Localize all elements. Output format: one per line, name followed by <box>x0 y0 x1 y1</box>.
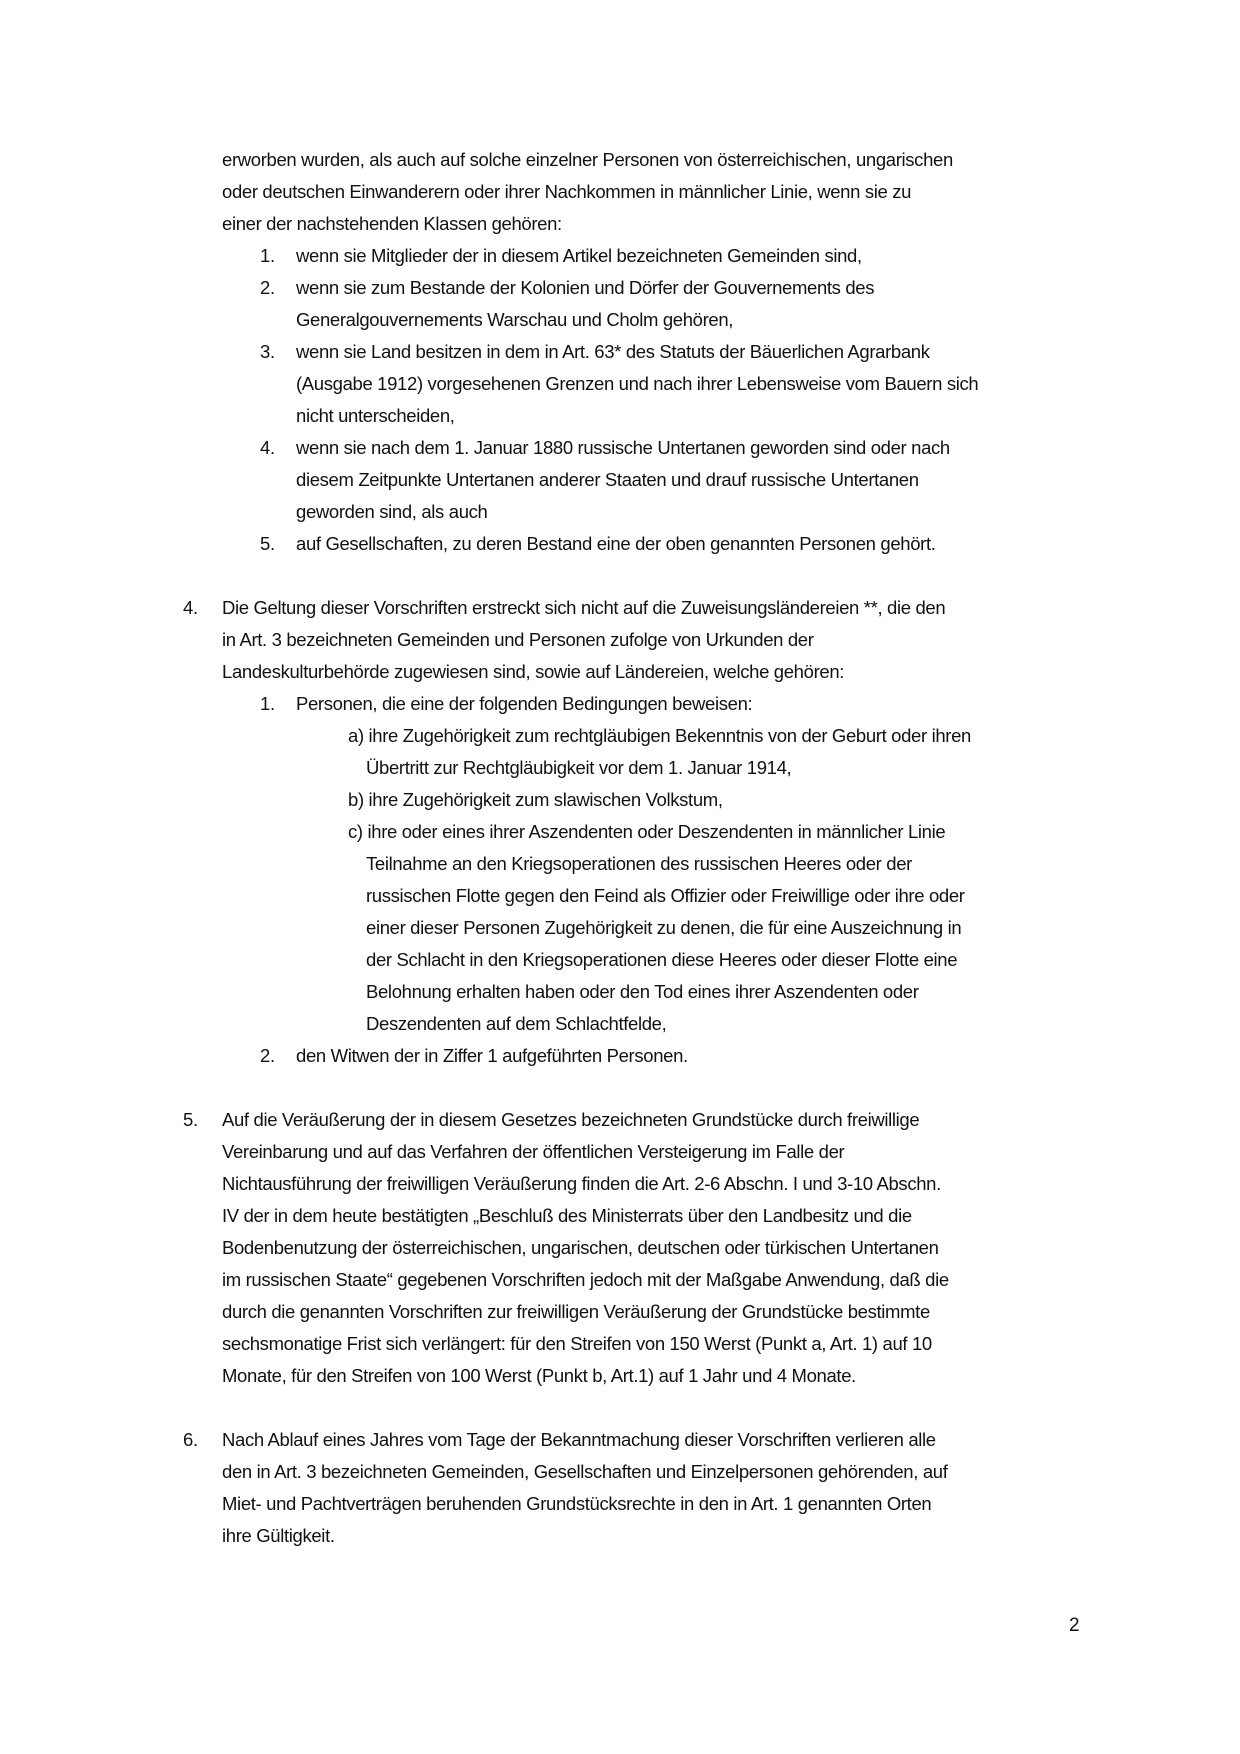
section-number: 4. <box>183 597 198 618</box>
text-line: diesem Zeitpunkte Untertanen anderer Staaten und drauf russische Untertanen <box>296 469 919 490</box>
text-line: ihre Gültigkeit. <box>222 1525 335 1546</box>
page-number: 2 <box>1069 1615 1080 1636</box>
list-number: 3. <box>260 341 275 362</box>
text-line: Deszendenten auf dem Schlachtfelde, <box>366 1013 667 1034</box>
text-line: nicht unterscheiden, <box>296 405 455 426</box>
text-line: Bodenbenutzung der österreichischen, ungarischen, deutschen oder türkischen Untertanen <box>222 1237 939 1258</box>
list-number: 4. <box>260 437 275 458</box>
text-line: Auf die Veräußerung der in diesem Gesetzes bezeichneten Grundstücke durch freiwillige <box>222 1109 920 1130</box>
section-number: 6. <box>183 1429 198 1450</box>
text-line: der Schlacht in den Kriegsoperationen diese Heeres oder dieser Flotte eine <box>366 949 958 970</box>
list-number: 5. <box>260 533 275 554</box>
text-line: erworben wurden, als auch auf solche einzelner Personen von österreichischen, ungarischen <box>222 149 953 170</box>
text-line: Nach Ablauf eines Jahres vom Tage der Bekanntmachung dieser Vorschriften verlieren alle <box>222 1429 936 1450</box>
text-line: wenn sie zum Bestande der Kolonien und Dörfer der Gouvernements des <box>296 277 875 298</box>
list-number: 1. <box>260 693 275 714</box>
text-line: Monate, für den Streifen von 100 Werst (Punkt b, Art.1) auf 1 Jahr und 4 Monate. <box>222 1365 856 1386</box>
text-line: Nichtausführung der freiwilligen Veräußerung finden die Art. 2-6 Abschn. I und 3-10 Abschn. <box>222 1173 941 1194</box>
text-line: einer der nachstehenden Klassen gehören: <box>222 213 562 234</box>
list-number: 2. <box>260 277 275 298</box>
text-line: b) ihre Zugehörigkeit zum slawischen Volkstum, <box>348 789 723 810</box>
text-line: auf Gesellschaften, zu deren Bestand eine der oben genannten Personen gehört. <box>296 533 936 554</box>
text-line: Belohnung erhalten haben oder den Tod eines ihrer Aszendenten oder <box>366 981 919 1002</box>
text-line: geworden sind, als auch <box>296 501 488 522</box>
text-line: Generalgouvernements Warschau und Cholm gehören, <box>296 309 734 330</box>
text-line: Übertritt zur Rechtgläubigkeit vor dem 1. Januar 1914, <box>366 757 792 778</box>
text-line: oder deutschen Einwanderern oder ihrer Nachkommen in männlicher Linie, wenn sie zu <box>222 181 912 202</box>
text-line: sechsmonatige Frist sich verlängert: für den Streifen von 150 Werst (Punkt a, Art. 1) auf 10 <box>222 1333 932 1354</box>
text-line: c) ihre oder eines ihrer Aszendenten oder Deszendenten in männlicher Linie <box>348 821 946 842</box>
list-number: 2. <box>260 1045 275 1066</box>
text-line: Teilnahme an den Kriegsoperationen des russischen Heeres oder der <box>366 853 912 874</box>
text-line: Die Geltung dieser Vorschriften erstreckt sich nicht auf die Zuweisungsländereien **, die den <box>222 597 946 618</box>
text-line: wenn sie nach dem 1. Januar 1880 russische Untertanen geworden sind oder nach <box>296 437 950 458</box>
text-line: russischen Flotte gegen den Feind als Offizier oder Freiwillige oder ihre oder <box>366 885 965 906</box>
text-line: durch die genannten Vorschriften zur freiwilligen Veräußerung der Grundstücke bestimmte <box>222 1301 930 1322</box>
text-line: einer dieser Personen Zugehörigkeit zu denen, die für eine Auszeichnung in <box>366 917 962 938</box>
text-line: wenn sie Land besitzen in dem in Art. 63* des Statuts der Bäuerlichen Agrarbank <box>296 341 930 362</box>
text-line: in Art. 3 bezeichneten Gemeinden und Personen zufolge von Urkunden der <box>222 629 814 650</box>
text-line: Personen, die eine der folgenden Bedingungen beweisen: <box>296 693 753 714</box>
list-number: 1. <box>260 245 275 266</box>
text-line: Vereinbarung und auf das Verfahren der öffentlichen Versteigerung im Falle der <box>222 1141 845 1162</box>
text-line: den in Art. 3 bezeichneten Gemeinden, Gesellschaften und Einzelpersonen gehörenden, auf <box>222 1461 948 1482</box>
text-line: Miet- und Pachtverträgen beruhenden Grundstücksrechte in den in Art. 1 genannten Orten <box>222 1493 932 1514</box>
section-number: 5. <box>183 1109 198 1130</box>
text-line: IV der in dem heute bestätigten „Beschluß des Ministerrats über den Landbesitz und die <box>222 1205 912 1226</box>
text-line: den Witwen der in Ziffer 1 aufgeführten Personen. <box>296 1045 688 1066</box>
text-line: im russischen Staate“ gegebenen Vorschriften jedoch mit der Maßgabe Anwendung, daß die <box>222 1269 949 1290</box>
text-line: (Ausgabe 1912) vorgesehenen Grenzen und nach ihrer Lebensweise vom Bauern sich <box>296 373 979 394</box>
text-line: Landeskulturbehörde zugewiesen sind, sowie auf Ländereien, welche gehören: <box>222 661 845 682</box>
text-line: wenn sie Mitglieder der in diesem Artikel bezeichneten Gemeinden sind, <box>296 245 862 266</box>
text-line: a) ihre Zugehörigkeit zum rechtgläubigen Bekenntnis von der Geburt oder ihren <box>348 725 971 746</box>
